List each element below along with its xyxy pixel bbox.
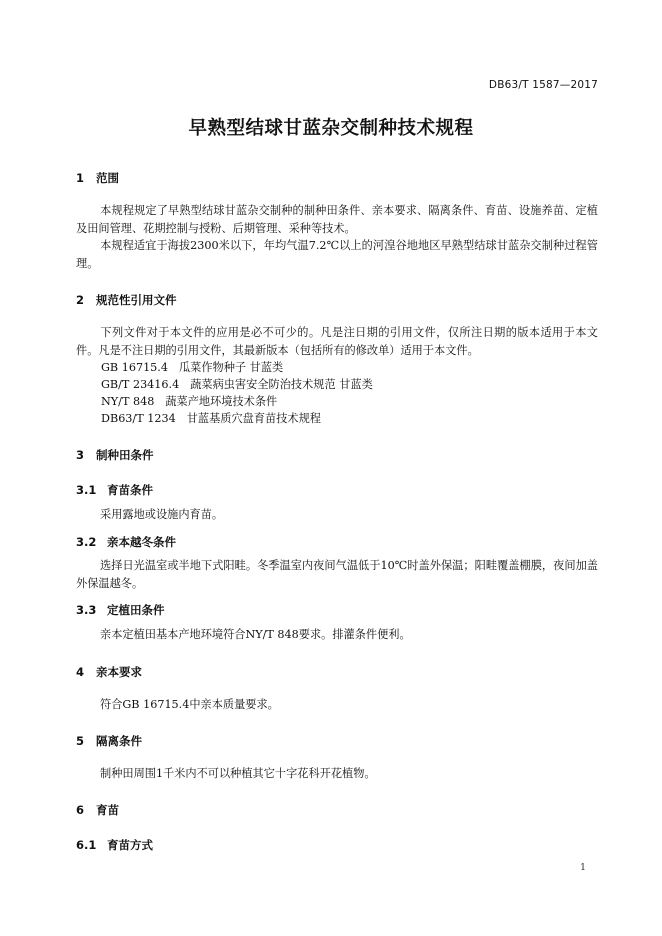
subsection-heading-3-1	[76, 482, 153, 498]
paragraph-text: 下列文件对于本文件的应用是必不可少的。凡是注日期的引用文件，仅所注日期的版本适用于本文件。凡是不注日期的引用文件，其最新版本（包括所有的修改单）适用于本文件。	[76, 326, 598, 357]
section-heading-6	[76, 802, 119, 818]
paragraph-text: 符合GB 16715.4中亲本质量要求。	[100, 698, 279, 711]
section-title: 育苗	[96, 803, 119, 817]
reference-code: DB63/T 1234	[101, 412, 176, 425]
reference-item	[101, 376, 373, 394]
paragraph-3-2	[76, 557, 598, 592]
section-title: 定植田条件	[107, 603, 165, 617]
section-title: 规范性引用文件	[96, 293, 177, 307]
section-number: 1	[76, 171, 85, 185]
paragraph-4	[76, 696, 598, 714]
page-number: 1	[579, 862, 586, 873]
section-heading-2	[76, 292, 177, 308]
paragraph-3-3	[76, 626, 598, 644]
section-title: 范围	[96, 171, 119, 185]
section-heading-3	[76, 447, 154, 463]
document-title: 早熟型结球甘蓝杂交制种技术规程	[188, 118, 474, 139]
section-title: 育苗方式	[107, 838, 153, 852]
paragraph-text: 制种田周围1千米内不可以种植其它十字花科开花植物。	[100, 767, 376, 780]
section-title: 制种田条件	[96, 448, 154, 462]
paragraph-scope-1	[76, 202, 598, 237]
section-number: 6	[76, 803, 85, 817]
reference-item	[101, 410, 321, 428]
reference-name: 蔬菜病虫害安全防治技术规范 甘蓝类	[190, 378, 373, 391]
section-title: 亲本越冬条件	[107, 535, 176, 549]
subsection-heading-3-3	[76, 602, 165, 618]
section-number: 3	[76, 448, 85, 462]
section-heading-4	[76, 664, 142, 680]
reference-item	[101, 359, 283, 377]
section-title: 育苗条件	[107, 483, 153, 497]
subsection-heading-6-1	[76, 837, 153, 853]
section-heading-1	[76, 170, 119, 186]
reference-code: NY/T 848	[101, 395, 155, 408]
subsection-heading-3-2	[76, 534, 176, 550]
section-number: 2	[76, 293, 85, 307]
paragraph-5	[76, 765, 598, 783]
paragraph-scope-2	[76, 237, 598, 272]
reference-name: 甘蓝基质穴盘育苗技术规程	[186, 412, 321, 425]
document-code: DB63/T 1587—2017	[488, 79, 598, 91]
reference-code: GB 16715.4	[101, 361, 168, 374]
paragraph-3-1	[76, 506, 598, 524]
reference-item	[101, 393, 277, 411]
paragraph-text: 选择日光温室或半地下式阳畦。冬季温室内夜间气温低于10℃时盖外保温；阳畦覆盖棚膜，夜间加盖外保温越冬。	[76, 559, 598, 590]
section-number: 5	[76, 734, 85, 748]
paragraph-text: 亲本定植田基本产地环境符合NY/T 848要求。排灌条件便利。	[100, 628, 411, 641]
paragraph-text: 本规程规定了早熟型结球甘蓝杂交制种的制种田条件、亲本要求、隔离条件、育苗、设施养苗、定植及田间管理、花期控制与授粉、后期管理、采种等技术。	[76, 204, 598, 235]
reference-code: GB/T 23416.4	[101, 378, 180, 391]
section-title: 隔离条件	[96, 734, 142, 748]
paragraph-text: 采用露地或设施内育苗。	[100, 508, 224, 521]
paragraph-references	[76, 324, 598, 359]
section-number: 3.1	[76, 483, 97, 497]
section-title: 亲本要求	[96, 665, 142, 679]
section-number: 4	[76, 665, 85, 679]
reference-name: 瓜菜作物种子 甘蓝类	[178, 361, 284, 374]
section-number: 3.2	[76, 535, 97, 549]
section-number: 6.1	[76, 838, 97, 852]
section-heading-5	[76, 733, 142, 749]
reference-name: 蔬菜产地环境技术条件	[165, 395, 278, 408]
paragraph-text: 本规程适宜于海拔2300米以下，年均气温7.2℃以上的河湟谷地地区早熟型结球甘蓝杂交制种过程管理。	[76, 239, 598, 270]
section-number: 3.3	[76, 603, 97, 617]
